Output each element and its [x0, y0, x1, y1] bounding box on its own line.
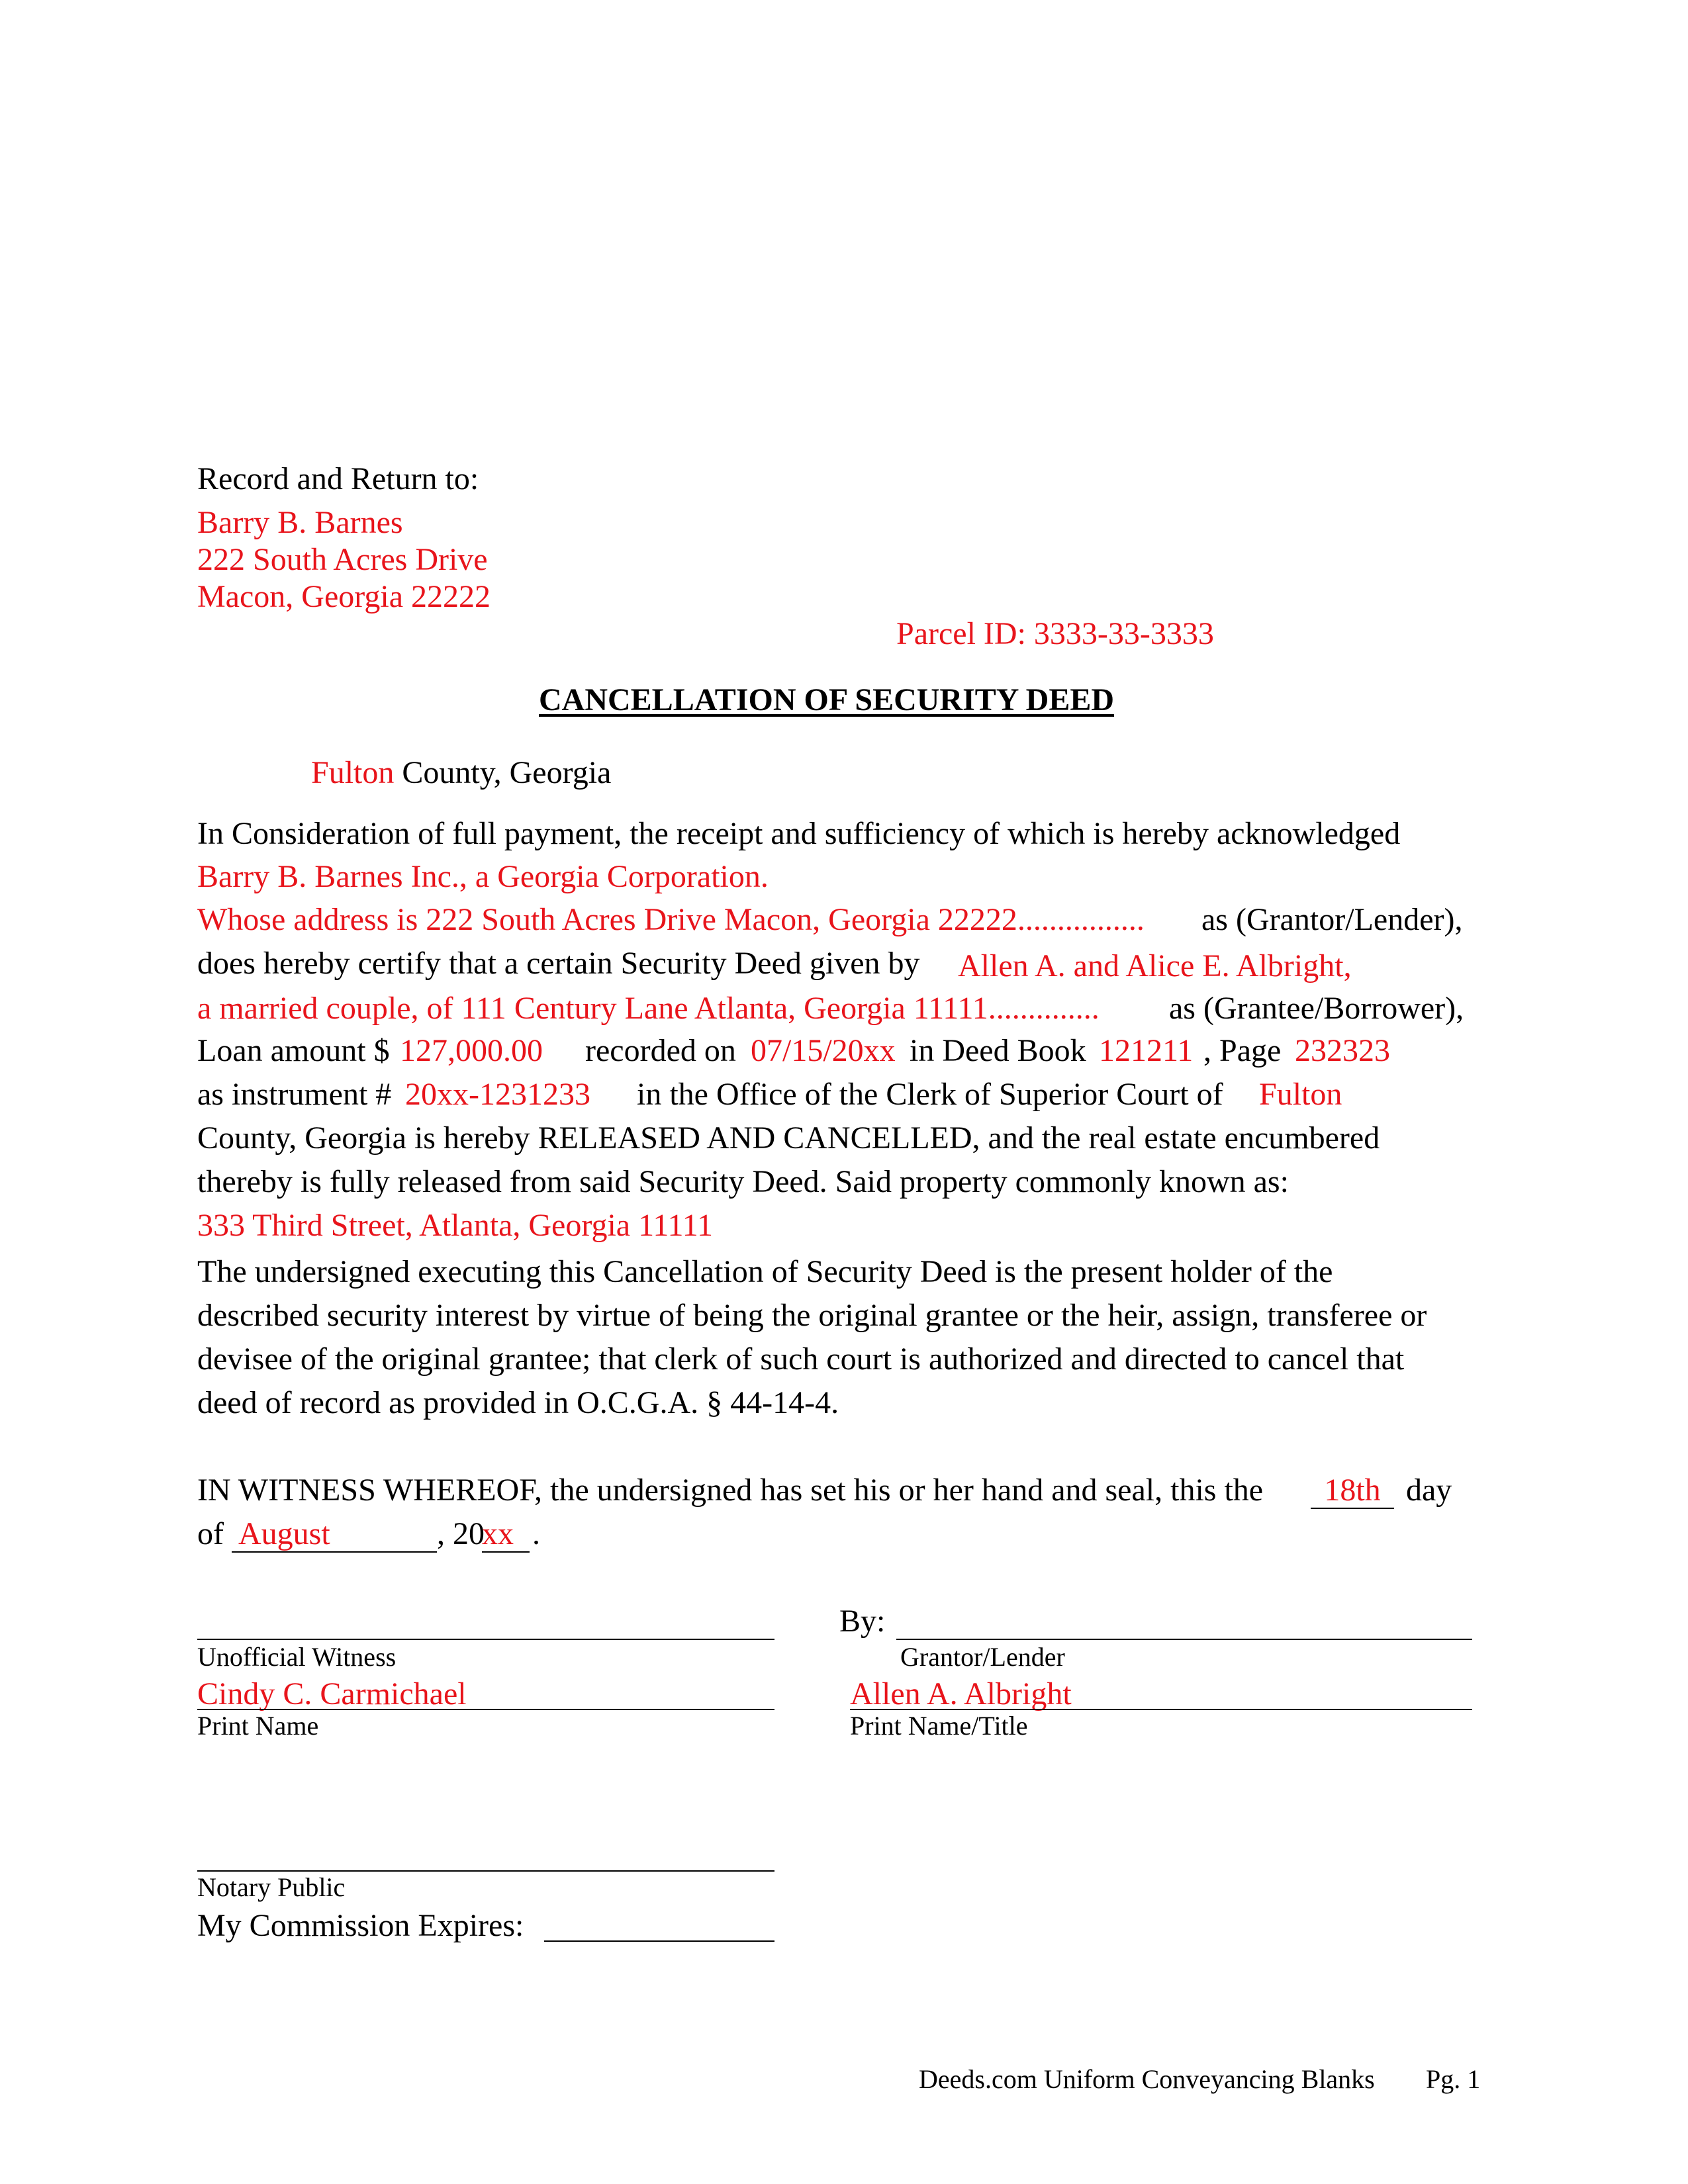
- witness-text: IN WITNESS WHEREOF, the undersigned has set his or her hand and seal, this the: [197, 1473, 1264, 1508]
- witness-label: Unofficial Witness: [197, 1642, 397, 1672]
- instrument-number: 20xx-1231233: [405, 1077, 590, 1112]
- county-line: [311, 757, 611, 789]
- grantor-signature-line[interactable]: [896, 1639, 1472, 1640]
- record-return-label: Record and Return to:: [197, 461, 479, 496]
- property-address: 333 Third Street, Atlanta, Georgia 11111: [197, 1208, 713, 1243]
- parcel-id: Parcel ID: 3333-33-3333: [896, 616, 1214, 651]
- certify-text: does hereby certify that a certain Security Deed given by: [197, 946, 920, 981]
- notary-signature-line[interactable]: [197, 1870, 774, 1872]
- recorded-date: 07/15/20xx: [751, 1033, 896, 1068]
- return-city-state-zip: Macon, Georgia 22222: [197, 579, 491, 614]
- undersigned-line-4: deed of record as provided in O.C.G.A. § 44-14-4.: [197, 1385, 839, 1420]
- page-number: 232323: [1295, 1033, 1390, 1068]
- loan-amount-label: Loan amount $: [197, 1033, 390, 1068]
- undersigned-line-1: The undersigned executing this Cancellation of Security Deed is the present holder of the: [197, 1254, 1333, 1289]
- released-line: County, Georgia is hereby RELEASED AND CANCELLED, and the real estate encumbered: [197, 1120, 1380, 1156]
- office-text: in the Office of the Clerk of Superior Court of: [637, 1077, 1223, 1112]
- witness-day: 18th: [1311, 1475, 1394, 1509]
- notary-label: Notary Public: [197, 1872, 346, 1902]
- document-title: CANCELLATION OF SECURITY DEED: [539, 682, 1115, 717]
- instrument-label: as instrument #: [197, 1077, 392, 1112]
- witness-name: Cindy C. Carmichael: [197, 1676, 467, 1711]
- borrower-name: Allen A. and Alice E. Albright,: [958, 948, 1352, 983]
- witness-print-label: Print Name: [197, 1711, 319, 1741]
- county-name: Fulton: [311, 755, 395, 790]
- witness-end: .: [532, 1516, 540, 1551]
- witness-day-label: day: [1406, 1473, 1452, 1508]
- witness-year: xx: [482, 1518, 530, 1553]
- borrower-address: a married couple, of 111 Century Lane Atlanta, Georgia 11111..............: [197, 991, 1100, 1026]
- deed-book-label: in Deed Book: [910, 1033, 1086, 1068]
- recorded-label: recorded on: [585, 1033, 736, 1068]
- witness-signature-line[interactable]: [197, 1639, 774, 1640]
- grantor-role: as (Grantor/Lender),: [1201, 902, 1463, 937]
- thereby-line: thereby is fully released from said Security Deed. Said property commonly known as:: [197, 1164, 1289, 1199]
- loan-amount: 127,000.00: [400, 1033, 543, 1068]
- undersigned-line-3: devisee of the original grantee; that clerk of such court is authorized and directed to cancel that: [197, 1342, 1405, 1377]
- witness-name-line[interactable]: [197, 1709, 774, 1710]
- grantee-role: as (Grantee/Borrower),: [1169, 991, 1464, 1026]
- undersigned-line-2: described security interest by virtue of being the original grantee or the heir, assign, transferee or: [197, 1298, 1427, 1333]
- by-label: By:: [839, 1604, 886, 1639]
- grantor-print-label: Print Name/Title: [850, 1711, 1028, 1741]
- witness-year-prefix: , 20: [437, 1516, 485, 1551]
- witness-of-label: of: [197, 1516, 224, 1551]
- witness-month: August: [232, 1518, 437, 1553]
- page-label: , Page: [1203, 1033, 1282, 1068]
- footer-page: Pg. 1: [1426, 2064, 1481, 2094]
- commission-label: My Commission Expires:: [197, 1908, 524, 1943]
- lender-address: Whose address is 222 South Acres Drive Macon, Georgia 22222................: [197, 902, 1145, 937]
- county-suffix: County, Georgia: [402, 755, 612, 790]
- grantor-name: Allen A. Albright: [850, 1676, 1072, 1711]
- return-street: 222 South Acres Drive: [197, 542, 488, 577]
- grantor-name-line[interactable]: [850, 1709, 1472, 1710]
- return-name: Barry B. Barnes: [197, 505, 403, 540]
- office-county: Fulton: [1259, 1077, 1342, 1112]
- deed-book: 121211: [1099, 1033, 1194, 1068]
- lender-name: Barry B. Barnes Inc., a Georgia Corporation.: [197, 859, 769, 894]
- commission-expires-line[interactable]: [544, 1940, 774, 1942]
- footer-source: Deeds.com Uniform Conveyancing Blanks: [919, 2064, 1375, 2094]
- consideration-line: In Consideration of full payment, the receipt and sufficiency of which is hereby acknowledged: [197, 816, 1401, 851]
- grantor-label: Grantor/Lender: [900, 1642, 1065, 1672]
